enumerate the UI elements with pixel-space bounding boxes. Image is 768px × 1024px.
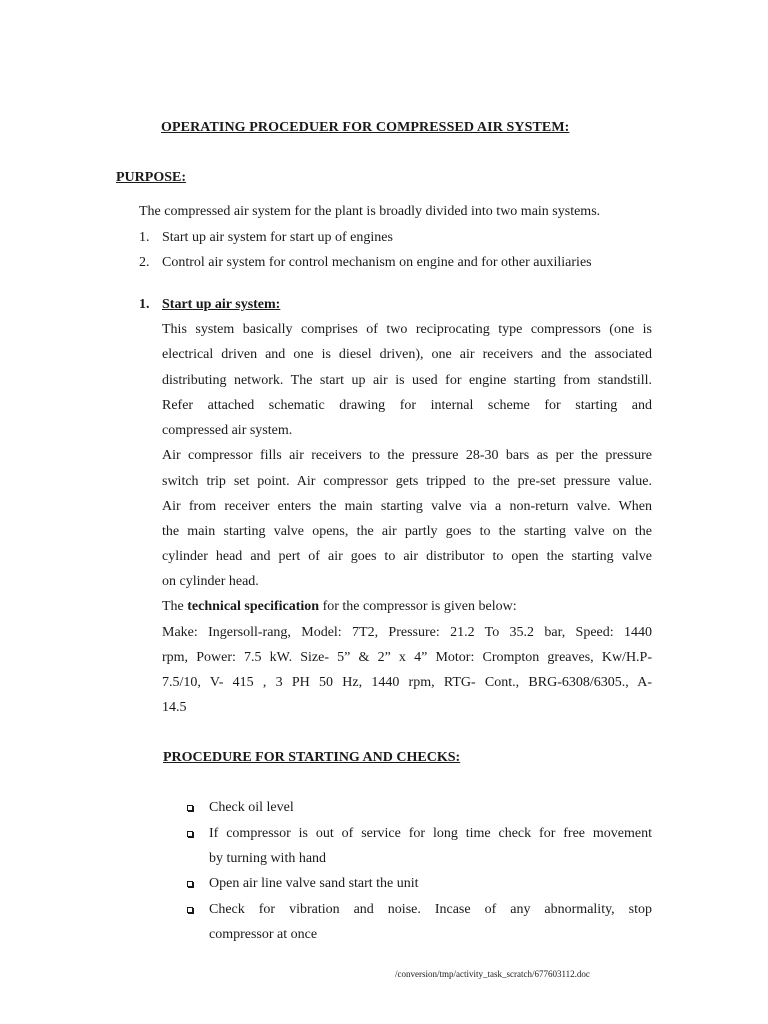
section-1-heading: Start up air system:	[162, 297, 281, 312]
purpose-heading: PURPOSE:	[116, 170, 186, 185]
section-1-line: Air compressor fills air receivers to the pressure 28-30 bars as per the pressure	[162, 448, 652, 463]
purpose-item-2-text: Control air system for control mechanism on engine and for other auxiliaries	[162, 255, 592, 270]
section-1-line: Refer attached schematic drawing for internal scheme for starting and	[162, 398, 652, 413]
purpose-intro: The compressed air system for the plant is broadly divided into two main systems.	[139, 204, 601, 219]
technical-spec-line: Make: Ingersoll-rang, Model: 7T2, Pressure: 21.2 To 35.2 bar, Speed: 1440	[162, 625, 652, 640]
purpose-item-2-number: 2.	[139, 255, 150, 270]
section-1-line: on cylinder head.	[162, 574, 259, 589]
section-1-line: Air from receiver enters the main starting valve via a non-return valve. When	[162, 499, 652, 514]
section-1-line: distributing network. The start up air is used for engine starting from standstill.	[162, 373, 652, 388]
section-1-line: This system basically comprises of two reciprocating type compressors (one is	[162, 322, 652, 337]
purpose-item-1-text: Start up air system for start up of engines	[162, 230, 393, 245]
procedure-item-3: Open air line valve sand start the unit	[209, 876, 419, 891]
technical-spec-line: 14.5	[162, 700, 187, 715]
procedure-item-2-line-2: by turning with hand	[209, 851, 327, 866]
purpose-item-1-number: 1.	[139, 230, 150, 245]
square-bullet-icon	[187, 881, 193, 887]
technical-spec-line: 7.5/10, V- 415 , 3 PH 50 Hz, 1440 rpm, RTG- Cont., BRG-6308/6305., A-	[162, 675, 652, 690]
square-bullet-icon	[187, 907, 193, 913]
document-title: OPERATING PROCEDUER FOR COMPRESSED AIR SYSTEM:	[161, 120, 570, 135]
section-1-line: electrical driven and one is diesel driven), one air receivers and the associated	[162, 347, 652, 362]
technical-spec-intro: The technical specification for the compressor is given below:	[162, 599, 517, 614]
footer-file-path: /conversion/tmp/activity_task_scratch/677603112.doc	[395, 969, 590, 979]
section-1-line: compressed air system.	[162, 423, 293, 438]
section-1-line: switch trip set point. Air compressor gets tripped to the pre-set pressure value.	[162, 474, 652, 489]
section-1-number: 1.	[139, 297, 150, 312]
procedure-item-4-line-1: Check for vibration and noise. Incase of any abnormality, stop	[209, 902, 652, 917]
procedure-item-2-line-1: If compressor is out of service for long time check for free movement	[209, 826, 652, 841]
procedure-item-1: Check oil level	[209, 800, 294, 815]
technical-spec-line: rpm, Power: 7.5 kW. Size- 5” & 2” x 4” Motor: Crompton greaves, Kw/H.P-	[162, 650, 652, 665]
section-1-line: cylinder head and pert of air goes to air distributor to open the starting valve	[162, 549, 652, 564]
technical-spec-bold: technical specification	[187, 599, 320, 614]
procedure-heading: PROCEDURE FOR STARTING AND CHECKS:	[163, 750, 461, 765]
procedure-item-4-line-2: compressor at once	[209, 927, 318, 942]
section-1-line: the main starting valve opens, the air partly goes to the starting valve on the	[162, 524, 652, 539]
square-bullet-icon	[187, 831, 193, 837]
square-bullet-icon	[187, 805, 193, 811]
